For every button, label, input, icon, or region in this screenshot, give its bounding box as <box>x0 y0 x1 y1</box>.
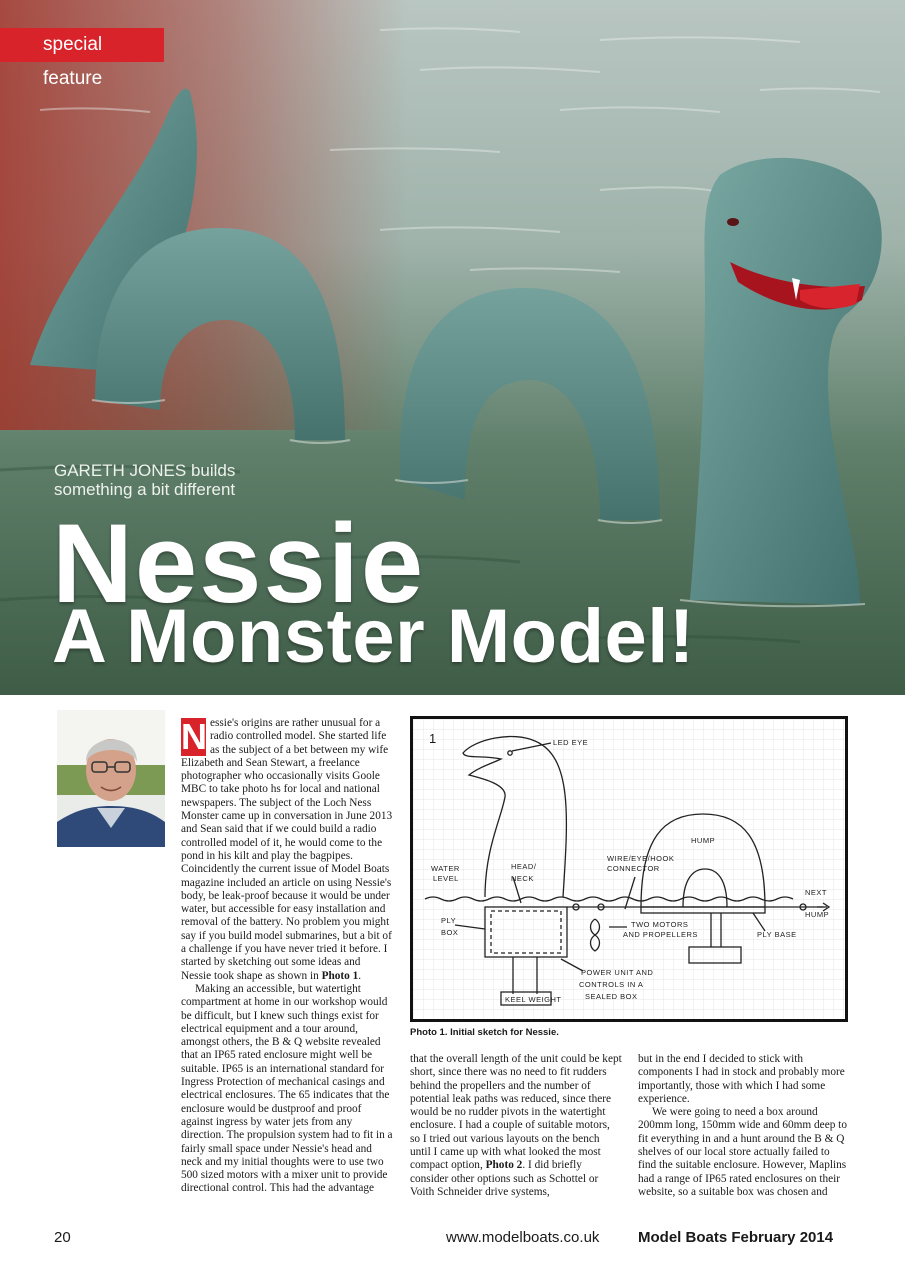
label-motors-1: TWO MOTORS <box>631 920 689 929</box>
sketch-drawing <box>413 719 845 1019</box>
author-portrait <box>57 710 165 847</box>
label-wire-1: WIRE/EYE/HOOK <box>607 854 675 863</box>
label-keel: KEEL WEIGHT <box>505 995 562 1004</box>
label-ply-box-2: BOX <box>441 928 459 937</box>
byline-line-2: something a bit different <box>54 480 236 499</box>
paragraph-3-text-a: that the overall length of the unit could be kept short, since there was no need to fit rudders behind the propellers and the number of potential leak paths was reduced, since there would be no rudder pivots in the watertight enclosure. I had a couple of suitable motors, so I tried out various layouts on the bench until I came up with what looked the most compact option, <box>410 1053 622 1172</box>
label-power-3: SEALED BOX <box>585 992 638 1001</box>
label-head-2: NECK <box>511 874 534 883</box>
label-wire-2: CONNECTOR <box>607 864 660 873</box>
label-ply-box-1: PLY <box>441 916 457 925</box>
figure-number: 1 <box>429 731 437 746</box>
paragraph-3-text-b: . I did briefly consider other options such as Schottel or Voith Schneider drive systems, <box>410 1159 599 1198</box>
figure-caption: Photo 1. Initial sketch for Nessie. <box>410 1027 559 1038</box>
photo-2-reference: Photo 2 <box>485 1159 523 1172</box>
drop-cap: N <box>181 716 207 757</box>
footer-url[interactable]: www.modelboats.co.uk <box>446 1229 600 1246</box>
label-water-1: WATER <box>431 864 460 873</box>
paragraph-1-text: essie's origins are rather unusual for a radio controlled model. She started life as the subject of a bet between my wife Elizabeth and Sean Stewart, a freelance photographer who occasionally visits Goole MBC to take photo hs for local and national newspapers. The subject of the Loch Ness Monster came up in conversation in June 2013 and Sean said that if we could build a radio controlled model of it, he would come to the pond in his kilt and play the bagpipes. Coincidently the current issue of Model Boats magazine included an article on using Nessie's body, be leak-proof because it would be under water, but accessible for easy installation and removal of the battery. No problem you might say if you build model submarines, but a bit of a challenge if you have never tried it before. I started by sketching out some ideas and Nessie took shape as shown in <box>181 717 393 982</box>
article-paragraph-4: but in the end I decided to stick with components I had in stock and probably more importantly, those with which I had some experience. <box>638 1053 845 1105</box>
article-paragraph-2: Making an accessible, but watertight compartment at home in our workshop would be difficult, but I knew such things exist for electrical equipment and a tour around, amongst others, the B & Q website revealed that an IP65 rated enclosure might well be suitable. IP65 is an international standard for Ingress Protection of mechanical casings and electrical enclosures. The 65 indicates that the enclosure would be dustproof and proof against ingress by water jets from any direction. The propulsion system had to fit in a fairly small space under Nessie's head and neck and my initial thoughts were to use two 500 sized motors with a mixer unit to provide directional control. This had the advantage <box>181 982 393 1195</box>
article-column-2 <box>410 1053 622 1199</box>
label-head-1: HEAD/ <box>511 862 537 871</box>
photo-1-reference: Photo 1 <box>321 969 359 982</box>
label-next-1: NEXT <box>805 888 828 897</box>
article-column-1 <box>181 717 393 1196</box>
byline <box>54 461 235 499</box>
label-motors-2: AND PROPELLERS <box>623 930 698 939</box>
article-paragraph-5: We were going to need a box around 200mm long, 150mm wide and 60mm deep to fit everything in and a hunt around the B & Q shelves of our local store actually failed to find the suitable enclosure. However, Maplins had a range of IP65 rated enclosures on their website, so a suitable box was chosen and <box>638 1106 847 1198</box>
headline-title: Nessie <box>52 501 426 626</box>
article-paragraph-1: N essie's origins are rather unusual for a radio controlled model. She started life as the subject of a bet between my wife Elizabeth and Sean Stewart, a freelance photographer who occasionally visits Goole MBC to take photo hs for local and national newspapers. The subject of the Loch Ness Monster came up in conversation in June 2013 and Sean said that if we could build a radio controlled model of it, he would come to the pond in his kilt and play the bagpipes. Coincidently the current issue of Model Boats magazine included an article on using Nessie's body, be leak-proof because it would be under water, but accessible for easy installation and removal of the battery. No problem you might say if you build model submarines, but a bit of a challenge if you have never tried it before. I started by sketching out some ideas and Nessie took shape as shown in Photo 1. <box>181 716 393 982</box>
label-next-2: HUMP <box>805 910 830 919</box>
label-power-2: CONTROLS IN A <box>579 980 644 989</box>
figure-sketch <box>410 716 848 1022</box>
page-number: 20 <box>54 1229 71 1246</box>
footer-magazine: Model Boats February 2014 <box>638 1229 834 1246</box>
article-paragraph-3 <box>410 1053 622 1199</box>
section-tag: special feature <box>0 28 164 62</box>
label-led-eye: LED EYE <box>553 738 589 747</box>
label-hump: HUMP <box>691 836 716 845</box>
label-ply-base: PLY BASE <box>757 930 797 939</box>
byline-line-1: GARETH JONES builds <box>54 461 236 480</box>
label-power-1: POWER UNIT AND <box>581 968 654 977</box>
label-water-2: LEVEL <box>433 874 459 883</box>
headline-subtitle: A Monster Model! <box>52 594 695 679</box>
article-column-3 <box>638 1053 850 1199</box>
